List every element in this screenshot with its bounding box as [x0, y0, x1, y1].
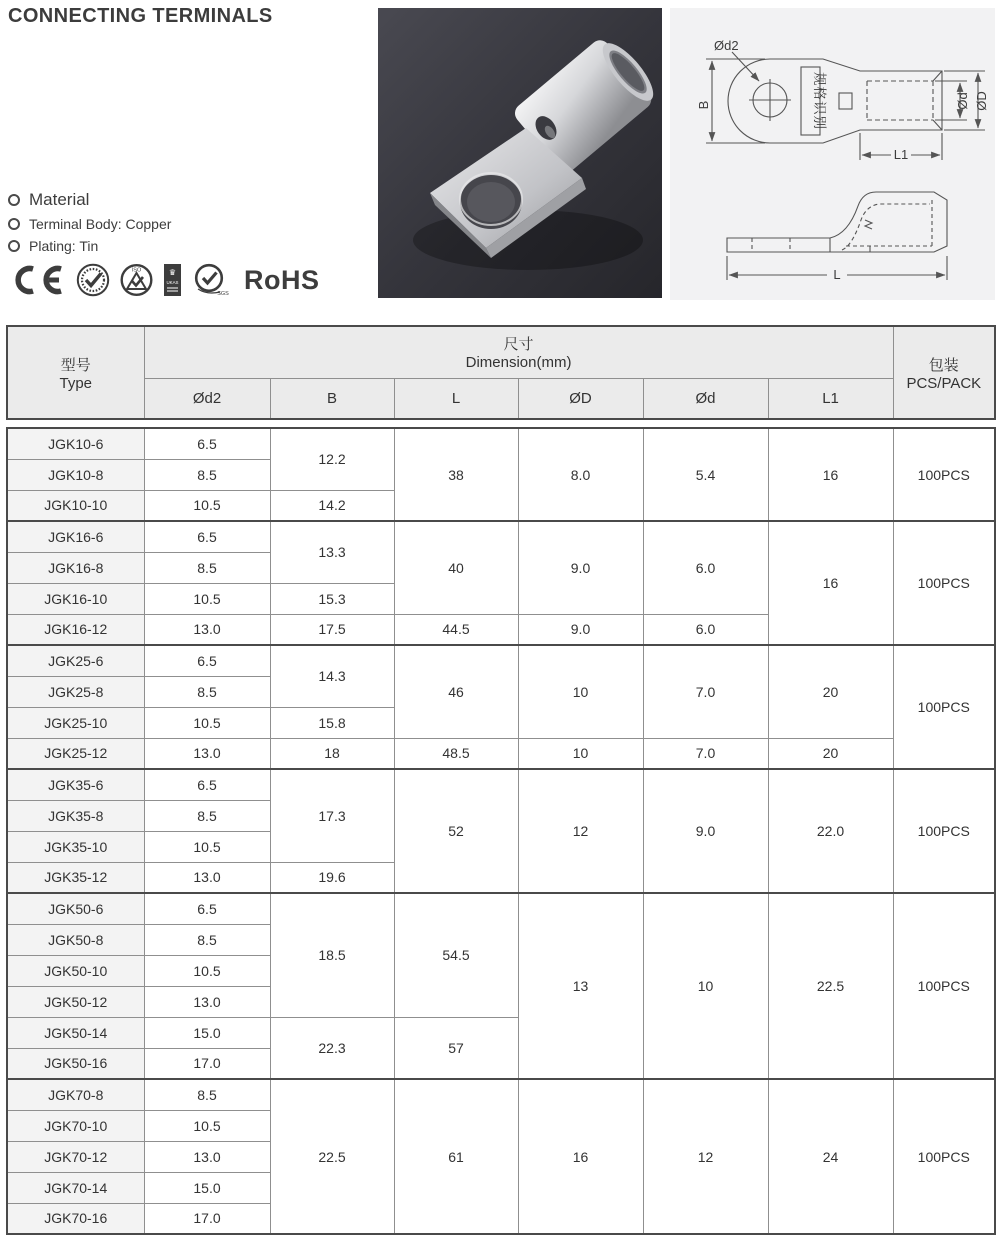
dimension-cell: 6.5 — [144, 893, 270, 924]
header-pack — [893, 326, 995, 419]
dimension-cell: 8.5 — [144, 924, 270, 955]
dimension-cell: 57 — [394, 1017, 518, 1079]
type-cell: JGK35-8 — [7, 800, 144, 831]
dimension-cell: 6.5 — [144, 521, 270, 552]
dimension-cell: 100PCS — [893, 645, 995, 769]
dimension-cell: 18.5 — [270, 893, 394, 1017]
dimension-cell: 10 — [518, 738, 643, 769]
dimension-cell: 15.0 — [144, 1172, 270, 1203]
dim-label-d-small: Ød — [955, 92, 970, 110]
dimension-cell: 100PCS — [893, 769, 995, 893]
quality-check-badge-icon — [76, 263, 110, 297]
dimension-cell: 24 — [768, 1079, 893, 1234]
type-cell: JGK16-12 — [7, 614, 144, 645]
dimension-cell: 44.5 — [394, 614, 518, 645]
spec-table-group — [7, 1079, 995, 1234]
table-row — [7, 769, 995, 800]
spec-table-header — [6, 325, 996, 420]
type-cell: JGK25-8 — [7, 676, 144, 707]
dimension-cell: 22.5 — [768, 893, 893, 1079]
type-cell: JGK50-10 — [7, 955, 144, 986]
dimension-cell: 19.6 — [270, 862, 394, 893]
type-cell: JGK70-8 — [7, 1079, 144, 1110]
spec-table-group — [7, 428, 995, 521]
dim-label-d2: Ød2 — [714, 38, 739, 53]
dimension-cell: 10.5 — [144, 831, 270, 862]
dimension-cell: 8.5 — [144, 1079, 270, 1110]
header-type — [7, 326, 144, 419]
material-heading: Material — [29, 190, 90, 209]
header-pack-en: PCS/PACK — [906, 374, 982, 392]
spec-table-group — [7, 769, 995, 893]
type-cell: JGK50-12 — [7, 986, 144, 1017]
material-section — [8, 190, 171, 260]
type-cell: JGK16-6 — [7, 521, 144, 552]
table-row — [7, 428, 995, 459]
header-col-d: Ød — [643, 378, 768, 419]
dimension-cell: 13.0 — [144, 738, 270, 769]
type-cell: JGK16-8 — [7, 552, 144, 583]
type-cell: JGK50-8 — [7, 924, 144, 955]
dimension-cell: 22.0 — [768, 769, 893, 893]
type-cell: JGK50-16 — [7, 1048, 144, 1079]
svg-text:♛: ♛ — [168, 268, 177, 277]
spec-id-box-label: 规格识别 — [812, 72, 827, 130]
dimension-cell: 100PCS — [893, 893, 995, 1079]
dimension-drawing-svg — [670, 8, 995, 300]
dim-label-l1: L1 — [893, 147, 909, 162]
type-cell: JGK50-6 — [7, 893, 144, 924]
dimension-cell: 10.5 — [144, 583, 270, 614]
table-row — [7, 521, 995, 552]
dimension-cell: 100PCS — [893, 521, 995, 645]
dimension-cell: 8.5 — [144, 459, 270, 490]
dimension-cell: 8.5 — [144, 676, 270, 707]
dimension-cell: 8.5 — [144, 552, 270, 583]
dimension-cell: 15.0 — [144, 1017, 270, 1048]
dimension-cell: 13.0 — [144, 862, 270, 893]
certifications-row — [8, 260, 320, 300]
dimension-cell: 52 — [394, 769, 518, 893]
spec-table-body — [6, 427, 996, 1235]
page-title: CONNECTING TERMINALS — [8, 5, 273, 27]
dimension-cell: 10.5 — [144, 490, 270, 521]
rohs-label: RoHS — [244, 264, 320, 295]
dimension-cell: 14.3 — [270, 645, 394, 707]
dimension-cell: 10.5 — [144, 955, 270, 986]
dim-label-b: B — [696, 100, 711, 110]
dimension-cell: 5.4 — [643, 428, 768, 521]
dimension-cell: 8.5 — [144, 800, 270, 831]
dimension-cell: 6.0 — [643, 521, 768, 614]
dimension-cell: 6.5 — [144, 769, 270, 800]
type-cell: JGK50-14 — [7, 1017, 144, 1048]
header-col-dd: ØD — [518, 378, 643, 419]
header-dimension — [144, 326, 893, 378]
dimension-cell: 8.0 — [518, 428, 643, 521]
bullet-icon — [8, 194, 20, 206]
dimension-cell: 48.5 — [394, 738, 518, 769]
dimension-cell: 9.0 — [518, 614, 643, 645]
spec-table-group — [7, 645, 995, 769]
header-pack-zh: 包装 — [928, 356, 959, 374]
dimension-cell: 54.5 — [394, 893, 518, 1017]
dimension-cell: 20 — [768, 645, 893, 738]
dimension-cell: 13.3 — [270, 521, 394, 583]
dimension-cell: 12 — [518, 769, 643, 893]
dimension-cell: 16 — [518, 1079, 643, 1234]
type-cell: JGK70-10 — [7, 1110, 144, 1141]
header-col-b: B — [270, 378, 394, 419]
dimension-cell: 13.0 — [144, 614, 270, 645]
dimension-cell: 16 — [768, 428, 893, 521]
dimension-cell: 7.0 — [643, 645, 768, 738]
dimension-cell: 15.3 — [270, 583, 394, 614]
dimension-cell: 12.2 — [270, 428, 394, 490]
dimension-cell: 13.0 — [144, 986, 270, 1017]
table-row — [7, 738, 995, 769]
svg-text:SGS: SGS — [217, 291, 229, 297]
dimension-cell: 6.5 — [144, 428, 270, 459]
table-row — [7, 1079, 995, 1110]
type-cell: JGK16-10 — [7, 583, 144, 614]
dimension-cell: 38 — [394, 428, 518, 521]
type-cell: JGK10-6 — [7, 428, 144, 459]
dimension-cell: 17.0 — [144, 1048, 270, 1079]
header-col-l: L — [394, 378, 518, 419]
dimension-cell: 13 — [518, 893, 643, 1079]
dimension-cell: 20 — [768, 738, 893, 769]
type-cell: JGK10-10 — [7, 490, 144, 521]
spec-table-group — [7, 893, 995, 1079]
dimension-cell: 22.3 — [270, 1017, 394, 1079]
dimension-cell: 18 — [270, 738, 394, 769]
terminal-lug-photo — [378, 8, 662, 298]
type-cell: JGK10-8 — [7, 459, 144, 490]
dimension-cell: 40 — [394, 521, 518, 614]
dimension-cell: 13.0 — [144, 1141, 270, 1172]
dim-label-l: L — [833, 267, 841, 282]
type-cell: JGK35-12 — [7, 862, 144, 893]
svg-text:ISO: ISO — [131, 267, 142, 274]
dimension-cell: 61 — [394, 1079, 518, 1234]
dimension-cell: 9.0 — [643, 769, 768, 893]
dimension-cell: 17.0 — [144, 1203, 270, 1234]
dim-label-d-big: ØD — [974, 91, 989, 111]
dimension-cell: 10 — [643, 893, 768, 1079]
dimension-cell: 17.3 — [270, 769, 394, 862]
material-item: Plating: Tin — [29, 238, 99, 254]
type-cell: JGK35-6 — [7, 769, 144, 800]
dimension-cell: 100PCS — [893, 428, 995, 521]
dimension-cell: 10.5 — [144, 707, 270, 738]
header-dimension-en: Dimension(mm) — [465, 354, 572, 372]
type-cell: JGK35-10 — [7, 831, 144, 862]
svg-text:UKAS: UKAS — [166, 280, 179, 285]
spec-table-group — [7, 521, 995, 645]
header-type-zh: 型号 — [60, 356, 91, 374]
header-col-d2: Ød2 — [144, 378, 270, 419]
dimension-cell: 22.5 — [270, 1079, 394, 1234]
dimension-cell: 7.0 — [643, 738, 768, 769]
header-dimension-zh: 尺寸 — [503, 336, 534, 354]
material-item: Terminal Body: Copper — [29, 216, 172, 232]
dimension-cell: 6.5 — [144, 645, 270, 676]
ukas-badge-icon — [163, 263, 182, 297]
table-row — [7, 893, 995, 924]
bullet-icon — [8, 218, 20, 230]
dimension-cell: 10.5 — [144, 1110, 270, 1141]
iso-check-badge-icon — [120, 263, 153, 297]
dimension-cell: 16 — [768, 521, 893, 645]
dimension-cell: 15.8 — [270, 707, 394, 738]
type-cell: JGK70-16 — [7, 1203, 144, 1234]
ce-mark-icon — [8, 264, 66, 296]
header-col-l1: L1 — [768, 378, 893, 419]
dimension-cell: 9.0 — [518, 521, 643, 614]
dimension-cell: 14.2 — [270, 490, 394, 521]
type-cell: JGK25-12 — [7, 738, 144, 769]
dimension-cell: 12 — [643, 1079, 768, 1234]
table-row — [7, 645, 995, 676]
type-cell: JGK70-14 — [7, 1172, 144, 1203]
dimension-cell: 6.0 — [643, 614, 768, 645]
bullet-icon — [8, 240, 20, 252]
type-cell: JGK70-12 — [7, 1141, 144, 1172]
type-cell: JGK25-10 — [7, 707, 144, 738]
type-cell: JGK25-6 — [7, 645, 144, 676]
sgs-check-badge-icon — [192, 263, 230, 297]
product-photo — [378, 8, 662, 298]
dimension-cell: 100PCS — [893, 1079, 995, 1234]
header-type-en: Type — [59, 374, 93, 392]
dimension-cell: 10 — [518, 645, 643, 738]
dimension-cell: 17.5 — [270, 614, 394, 645]
dimension-drawing — [670, 8, 995, 300]
dimension-cell: 46 — [394, 645, 518, 738]
